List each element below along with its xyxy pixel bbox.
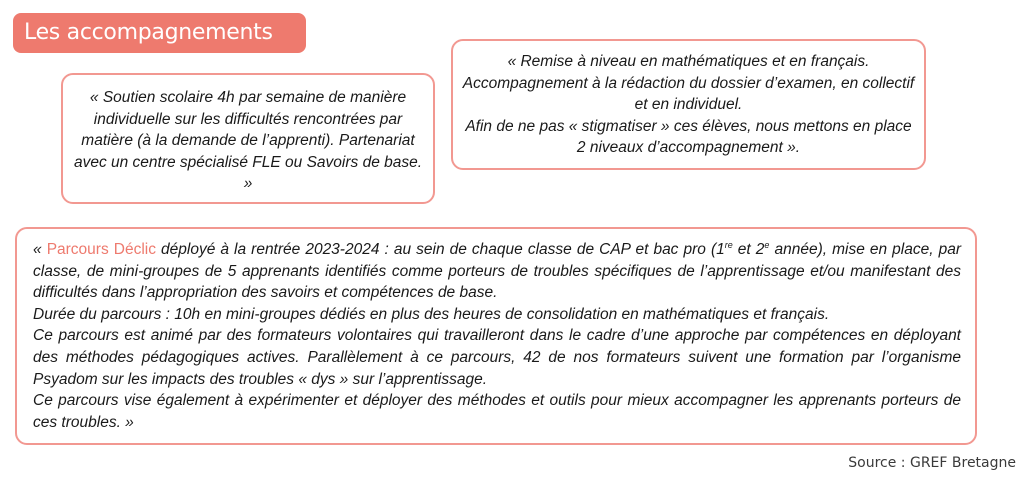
ordinal-second: e — [764, 239, 770, 250]
quote-box-right — [451, 39, 926, 170]
section-title: Les accompagnements — [13, 13, 306, 53]
ordinal-first: re — [724, 239, 733, 250]
quote-open-mark: « — [33, 241, 47, 258]
quote-bottom-p1-a: déployé à la rentrée 2023-2024 : au sein de chaque classe de CAP et bac pro (1 — [155, 241, 725, 258]
quote-left-text: « Soutien scolaire 4h par semaine de manière individuelle sur les difficultés rencontrées par matière (à la demande de l’apprenti). Partenariat avec un centre spécialisé FLE ou Savoirs de base. » — [73, 89, 423, 192]
quote-bottom-p1-c: année), mise en place, par classe, de mini-groupes de 5 apprenants identifiés comme porteurs de troubles spécifiques de l’apprentissage et/ou manifestant des difficultés dans l’appropriation des savoirs et compétences de base. — [33, 241, 961, 302]
quote-bottom-p1-b: et 2 — [732, 241, 765, 258]
quote-right-line3: Afin de ne pas « stigmatiser » ces élèves, nous mettons en place 2 niveaux d’accompagnement ». — [465, 117, 912, 156]
quote-box-bottom — [15, 227, 977, 445]
parcours-declic-highlight: Parcours Déclic — [46, 241, 156, 258]
quote-bottom-paragraph-1 — [33, 239, 961, 304]
source-caption: Source : GREF Bretagne — [848, 455, 1016, 471]
quote-bottom-paragraph-2: Durée du parcours : 10h en mini-groupes dédiés en plus des heures de consolidation en mathématiques et français. — [33, 305, 830, 323]
quote-bottom-paragraph-4: Ce parcours vise également à expérimenter et déployer des méthodes et outils pour mieux accompagner les apprenants porteurs de ces troubles. » — [33, 392, 961, 431]
quote-bottom-paragraph-3: Ce parcours est animé par des formateurs volontaires qui travailleront dans le cadre d’une approche par compétences en déployant des méthodes pédagogiques actives. Parallèlement à ce parcours, 42 de nos formateurs suivent une formation par l’organisme Psyadom sur les impacts des troubles « dys » sur l’apprentissage. — [33, 327, 961, 388]
quote-box-left — [61, 73, 435, 204]
quote-right-line2: Accompagnement à la rédaction du dossier d’examen, en collectif et en individuel. — [462, 74, 915, 113]
quote-right-line1: « Remise à niveau en mathématiques et en français. — [507, 53, 870, 70]
